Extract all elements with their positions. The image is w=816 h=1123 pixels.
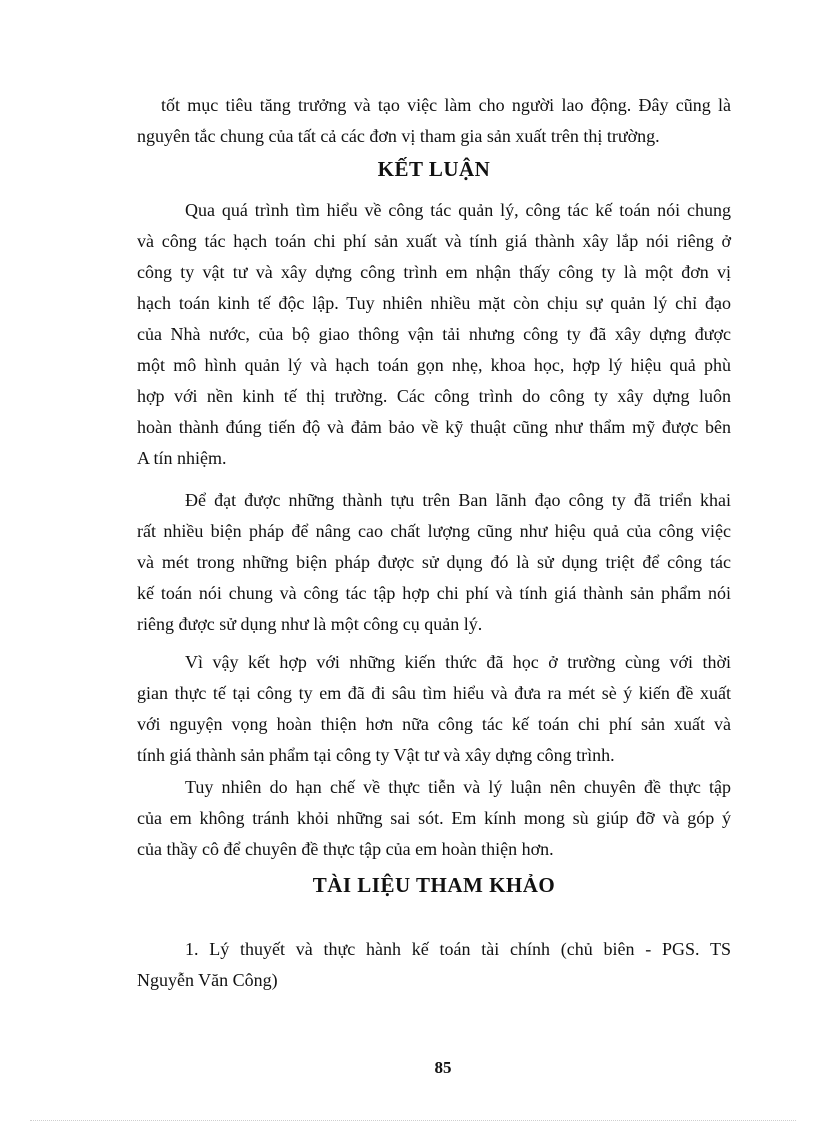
- footer-divider: [30, 1120, 796, 1121]
- text-line: của thầy cô để chuyên đề thực tập của em hoàn thiện hơn.: [137, 839, 554, 859]
- text-line: Nguyễn Văn Công): [137, 970, 278, 990]
- text-line: riêng được sử dụng như là một công cụ quản lý.: [137, 614, 483, 634]
- text-line: nguyên tắc chung của tất cả các đơn vị tham gia sản xuất trên thị trường.: [137, 126, 660, 146]
- text-line: rất nhiều biện pháp để nâng cao chất lượng cũng như hiệu quả của công việc: [137, 521, 731, 541]
- text-line: Qua quá trình tìm hiểu về công tác quản lý, công tác kế toán nói chung: [185, 200, 731, 220]
- text-line: kế toán nói chung và công tác tập hợp chi phí và tính giá thành sản phẩm nói: [137, 583, 731, 603]
- intro-paragraph: [137, 90, 731, 152]
- text-line: công ty vật tư và xây dựng công trình em nhận thấy công ty là một đơn vị: [137, 262, 731, 282]
- reference-item: [137, 934, 731, 996]
- text-line: Tuy nhiên do hạn chế về thực tiễn và lý luận nên chuyên đề thực tập: [185, 777, 731, 797]
- text-line: tính giá thành sản phẩm tại công ty Vật tư và xây dựng công trình.: [137, 745, 615, 765]
- text-line: của em không tránh khỏi những sai sót. Em kính mong sù giúp đỡ và góp ý: [137, 808, 731, 828]
- text-line: và mét trong những biện pháp được sử dụng đó là sử dụng triệt để công tác: [137, 552, 731, 572]
- text-line: Vì vậy kết hợp với những kiến thức đã học ở trường cùng với thời: [185, 652, 731, 672]
- text-line: hợp với nền kinh tế thị trường. Các công trình do công ty xây dựng luôn: [137, 386, 731, 406]
- text-line: Để đạt được những thành tựu trên Ban lãnh đạo công ty đã triển khai: [185, 490, 731, 510]
- text-line: một mô hình quản lý và hạch toán gọn nhẹ, khoa học, hợp lý hiệu quả phù: [137, 355, 731, 375]
- text-line: tốt mục tiêu tăng trưởng và tạo việc làm cho người lao động. Đây cũng là: [161, 95, 731, 115]
- text-line: của Nhà nước, của bộ giao thông vận tải nhưng công ty đã xây dựng được: [137, 324, 731, 344]
- text-line: gian thực tế tại công ty em đã đi sâu tìm hiểu và đưa ra mét sè ý kiến đề xuất: [137, 683, 731, 703]
- text-line: với nguyện vọng hoàn thiện hơn nữa công tác kế toán chi phí sản xuất và: [137, 714, 731, 734]
- conclusion-paragraph-3: [137, 647, 731, 771]
- references-heading: TÀI LIỆU THAM KHẢO: [312, 873, 556, 897]
- conclusion-paragraph-4: [137, 772, 731, 865]
- text-line: 1. Lý thuyết và thực hành kế toán tài chính (chủ biên - PGS. TS: [185, 939, 731, 959]
- text-line: và công tác hạch toán chi phí sản xuất và tính giá thành xây lắp nói riêng ở: [137, 231, 731, 251]
- conclusion-paragraph-1: [137, 195, 731, 474]
- page-number: 85: [434, 1058, 452, 1077]
- text-line: A tín nhiệm.: [137, 448, 227, 468]
- text-line: hoàn thành đúng tiến độ và đảm bảo về kỹ thuật cũng như thẩm mỹ được bên: [137, 417, 731, 437]
- conclusion-heading: KẾT LUẬN: [377, 157, 491, 181]
- text-line: hạch toán kinh tế độc lập. Tuy nhiên nhiều mặt còn chịu sự quản lý chỉ đạo: [137, 293, 731, 313]
- conclusion-paragraph-2: [137, 485, 731, 640]
